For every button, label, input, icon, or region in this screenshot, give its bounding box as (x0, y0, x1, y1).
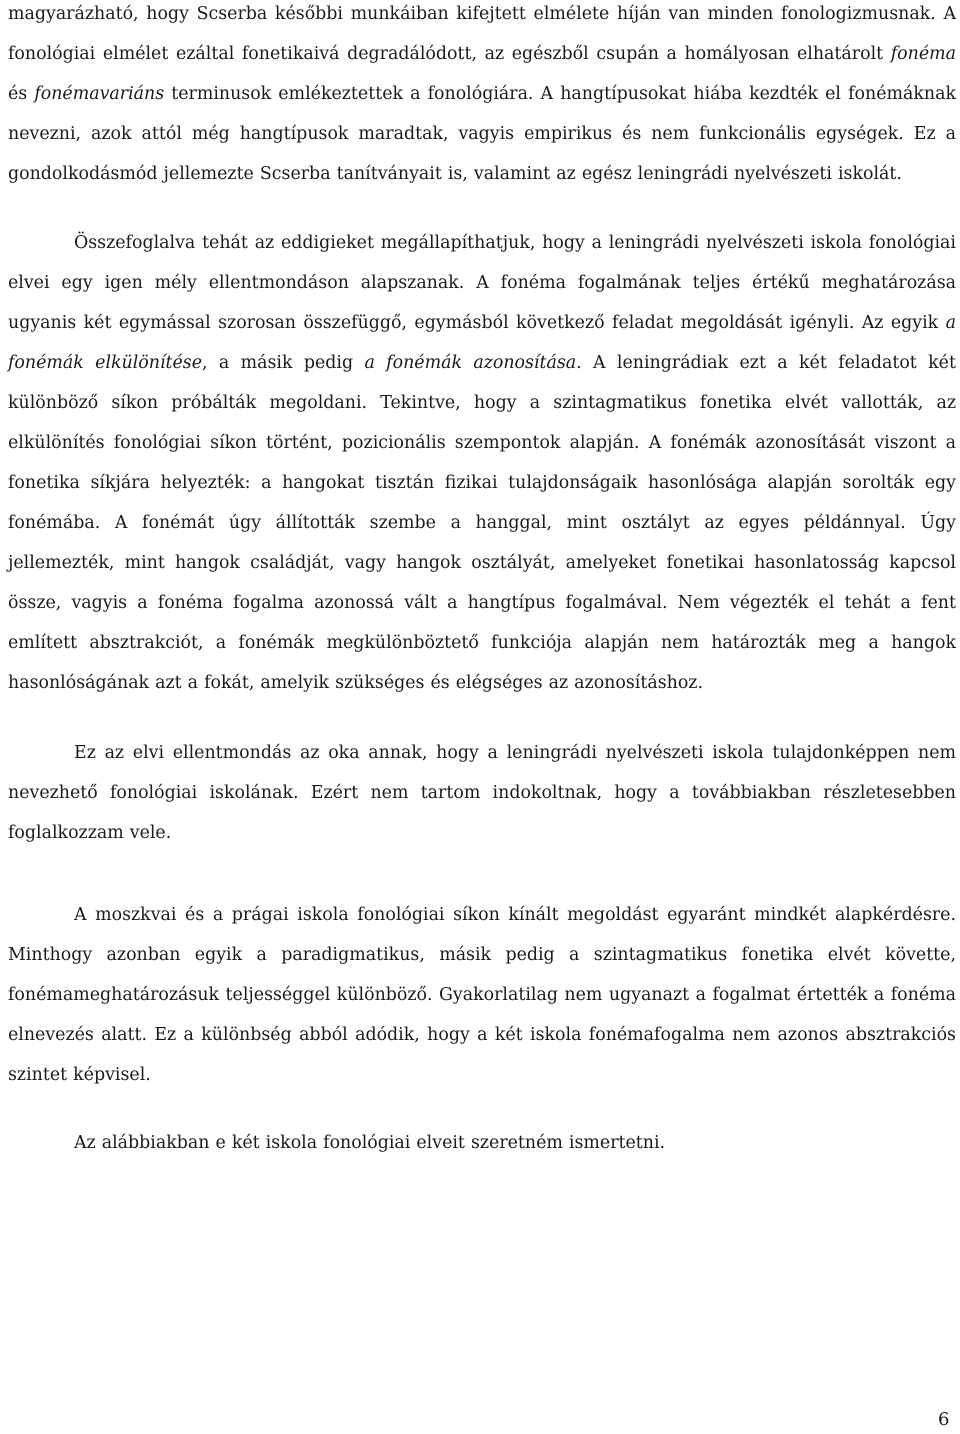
paragraph-4 (8, 895, 956, 1095)
term-fonemavarians: fonémavariáns (34, 84, 165, 104)
paragraph-2-text-2: , a másik pedig (202, 353, 365, 373)
page-number: 6 (938, 1409, 950, 1430)
paragraph-4-text: A moszkvai és a prágai iskola fonológiai síkon kínált megoldást egyaránt mindkét alapkérdésre. Minthogy azonban egyik a paradigmatikus, másik pedig a szintagmatikus fonetika elvét követte, fonémameghatározásuk teljességgel különböző. Gyakorlatilag nem ugyanazt a fogalmat értették a fonéma elnevezés alatt. Ez a különbség abból adódik, hogy a két iskola fonémafogalma nem azonos absztrakciós szintet képvisel. (8, 905, 956, 1085)
paragraph-2 (8, 223, 956, 703)
document-page (8, 0, 956, 1163)
paragraph-1-text-3: terminusok emlékeztettek a fonológiára. A hangtípusokat hiába kezdték el fonémáknak nevezni, azok attól még hangtípusok maradtak, vagyis empirikus és nem funkcionális egységek. Ez a gondolkodásmód jellemezte Scserba tanítványait is, valamint az egész leningrádi nyelvészeti iskolát. (8, 84, 956, 184)
term-fonemak-azonositasa: a fonémák azonosítása (364, 353, 577, 373)
paragraph-1 (8, 0, 956, 194)
paragraph-3 (8, 733, 956, 853)
paragraph-3-text: Ez az elvi ellentmondás az oka annak, hogy a leningrádi nyelvészeti iskola tulajdonképpen nem nevezhető fonológiai iskolának. Ezért nem tartom indokoltnak, hogy a továbbiakban részletesebben foglalkozzam vele. (8, 743, 956, 843)
paragraph-1-text-2: és (8, 84, 35, 104)
paragraph-5-text: Az alábbiakban e két iskola fonológiai elveit szeretném ismertetni. (74, 1133, 666, 1153)
paragraph-1-text: magyarázható, hogy Scserba későbbi munkáiban kifejtett elmélete híján van minden fonologizmusnak. A fonológiai elmélet ezáltal fonetikaivá degradálódott, az egészből csupán a homályosan elhatárolt (8, 4, 956, 64)
term-fonema: fonéma (890, 44, 956, 64)
paragraph-5 (8, 1123, 956, 1163)
paragraph-2-text: Összefoglalva tehát az eddigieket megállapíthatjuk, hogy a leningrádi nyelvészeti iskola fonológiai elvei egy igen mély ellentmondáson alapszanak. A fonéma fogalmának teljes értékű meghatározása ugyanis két egymással szorosan összefüggő, egymásból következő feladat megoldását igényli. Az egyik (8, 233, 956, 333)
paragraph-2-text-3: . A leningrádiak ezt a két feladatot két különböző síkon próbálták megoldani. Tekintve, hogy a szintagmatikus fonetika elvét vallották, az elkülönítés fonológiai síkon történt, pozicionális szempontok alapján. A fonémák azonosítását viszont a fonetika síkjára helyezték: a hangokat tisztán fizikai tulajdonságaik hasonlósága alapján sorolták egy fonémába. A fonémát úgy állították szembe a hanggal, mint osztályt az egyes példánnyal. Úgy jellemezték, mint hangok családját, vagy hangok osztályát, amelyeket fonetikai hasonlatosság kapcsol össze, vagyis a fonéma fogalma azonossá vált a hangtípus fogalmával. Nem végezték el tehát a fent említett absztrakciót, a fonémák megkülönböztető funkciója alapján nem határozták meg a hangok hasonlóságának azt a fokát, amelyik szükséges és elégséges az azonosításhoz. (8, 353, 956, 693)
term-fonemak-elkulonitese: a fonémák elkülönítése (8, 313, 956, 373)
